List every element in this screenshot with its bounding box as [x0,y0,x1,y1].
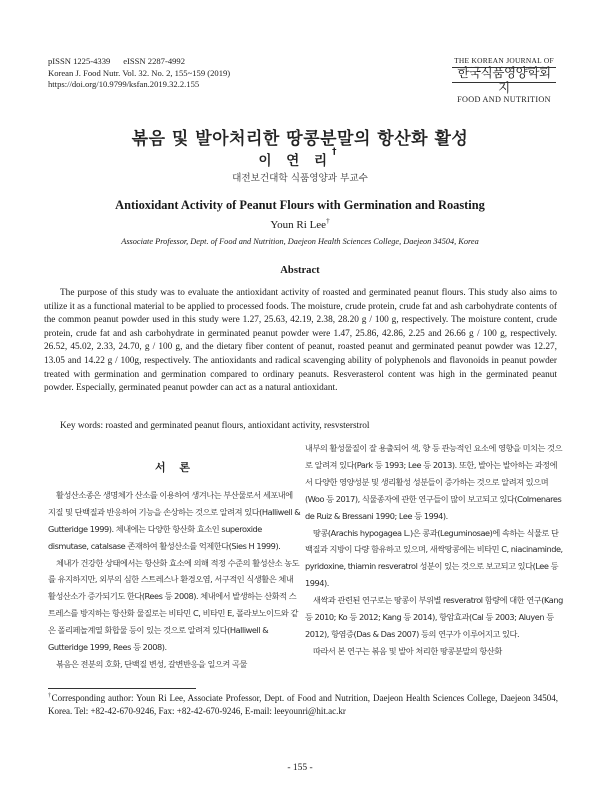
doi-line[interactable]: https://doi.org/10.9799/ksfan.2019.32.2.155 [48,79,200,90]
footnote-rule [48,688,196,689]
paragraph: 따라서 본 연구는 볶음 및 발아 처리한 땅콩분말의 항산화 [313,645,502,656]
abstract-heading: Abstract [280,265,320,276]
body-column-left [48,460,302,673]
abstract-body: The purpose of this study was to evaluate the antioxidant activity of roasted and germinated peanut flours. This study also aims to utilize it as a functional material to be applied to processed foods. The moisture, crude protein, crude fat and ash carbohydrate contents of the common peanut powder used in this study were 1.27, 25.63, 42.19, 2.38, 28.20 g / 100 g, respectively. The moisture content, crude protein, crude fat and ash carbohydrate in germinated peanut powder were 1.47, 25.86, 42.86, 2.25 and 26.66 g / 100 g, respectively. 26.52, 45.02, 2.33, 24.70, g / 100 g, and the dietary fiber content of peanut, roasted peanut and germinated peanut powder was 12.27, 13.05 and 14.22 g / 100g, respectively. The antioxidants and radical scavenging ability of polyphenols and flavonoids in peanut powder treated with germination and germination compared to ordinary peanuts. Resverasterol content was high in the germinated peanut powder. Especially, germinated peanut powder can act as a natural antioxidant. [44,288,557,394]
paper-title-ko: 볶음 및 발아처리한 땅콩분말의 항산화 활성 [131,129,469,149]
corresponding-mark: † [332,147,342,157]
citation-line: Korean J. Food Nutr. Vol. 32. No. 2, 155~159 (2019) [48,67,231,78]
affiliation-ko: 대전보건대학 식품영양과 부교수 [232,173,368,184]
body-column-right [305,440,563,660]
paragraph: 볶음은 전분의 호화, 단백질 변성, 갈변반응을 일으켜 곡물 [56,658,247,669]
paper-title-en: Antioxidant Activity of Peanut Flours with Germination and Roasting [115,198,485,212]
author-name-ko: 이 연 리† [258,147,342,169]
corresponding-author-footnote: †Corresponding author: Youn Ri Lee, Associate Professor, Dept. of Food and Nutrition, Daejeon Health Sciences College, Daejeon 34504, Korea. Tel: +82-42-670-9246, Fax: +82-42-670-9246, E-mail: leeyounri@hit.ac.kr [48,693,558,716]
journal-citation-block [48,56,230,91]
footnote-mark: † [48,693,52,699]
paragraph: 활성산소종은 생명체가 산소를 이용하여 생겨나는 부산물로서 세포내에 지질 및 단백질과 반응하여 기능을 손상하는 것으로 알려져 있다(Halliwell & Gutteridge 1999). 체내에는 다양한 항산화 효소인 superoxide dismutase, catalsase 존재하여 활성산소를 억제한다(Sies H 1999). [48,489,301,551]
journal-name-ko: 한국식품영양학회지 [457,65,551,95]
affiliation-en: Associate Professor, Dept. of Food and Nutrition, Daejeon Health Sciences College, Daejeon 34504, Korea [121,237,479,246]
paragraph: 땅콩(Arachis hypogagea L.)은 콩과(Leguminosae)에 속하는 식물로 단백질과 지방이 다량 함유하고 있으며, 새싹땅콩에는 비타민 C, niacinaminde, pyridoxine, thiamin resveratrol 성분이 있는 것으로 보고되고 있다(Lee 등 1994). [305,527,563,589]
paragraph: 새싹과 관련된 연구로는 땅콩이 부위별 resveratrol 함량에 대한 연구(Kang 등 2010; Ko 등 2012; Kang 등 2014), 항암효과(Cal 등 2003; Aluyen 등 2012), 항염증(Das & Das 2007) 등의 연구가 이루어지고 있다. [305,595,563,639]
section-heading-introduction: 서 론 [154,461,196,474]
keywords-line: Key words: roasted and germinated peanut flours, antioxidant activity, resvsterstrol [60,421,370,431]
author-name-en: Youn Ri Lee† [270,217,330,231]
journal-name-en-top: THE KOREAN JOURNAL OF [454,56,554,65]
journal-name-en-bottom: FOOD AND NUTRITION [457,95,551,104]
journal-logo-block [452,56,556,104]
journal-rule-top [452,67,556,68]
corresponding-mark-en: † [326,217,330,225]
paragraph: 내부의 활성물질이 잘 용출되어 색, 향 등 관능적인 요소에 영향을 미치는 것으로 알려져 있다(Park 등 1993; Lee 등 2013). 또한, 발아는 발아하는 과정에서 다양한 영양성분 및 생리활성 성분들이 증가하는 것으로 알려져 있으며(Woo 등 2017), 식물종자에 관한 연구들이 많이 보고되고 있다(Colmenares de Ruiz & Bressani 1990; Lee 등 1994). [305,443,563,521]
paragraph: 체내가 건강한 상태에서는 항산화 효소에 의해 적정 수준의 활성산소 농도를 유지하지만, 외부의 심한 스트레스나 환경오염, 서구적인 식생활은 체내 활성산소가 증가되기도 한다(Rees 등 2008). 체내에서 발생하는 산화적 스트레스를 방지하는 항산화 물질로는 비타민 C, 비타민 E, 폴라보노이드와 같은 폴리페놀계열 화합물 등이 있는 것으로 알려져 있다(Halliwell & Gutteridge 1999, Rees 등 2008). [48,557,300,653]
journal-rule-bottom [452,82,556,83]
issn-line: pISSN 1225-4339 eISSN 2287-4992 [48,56,186,66]
page-number: - 155 - [287,763,313,773]
